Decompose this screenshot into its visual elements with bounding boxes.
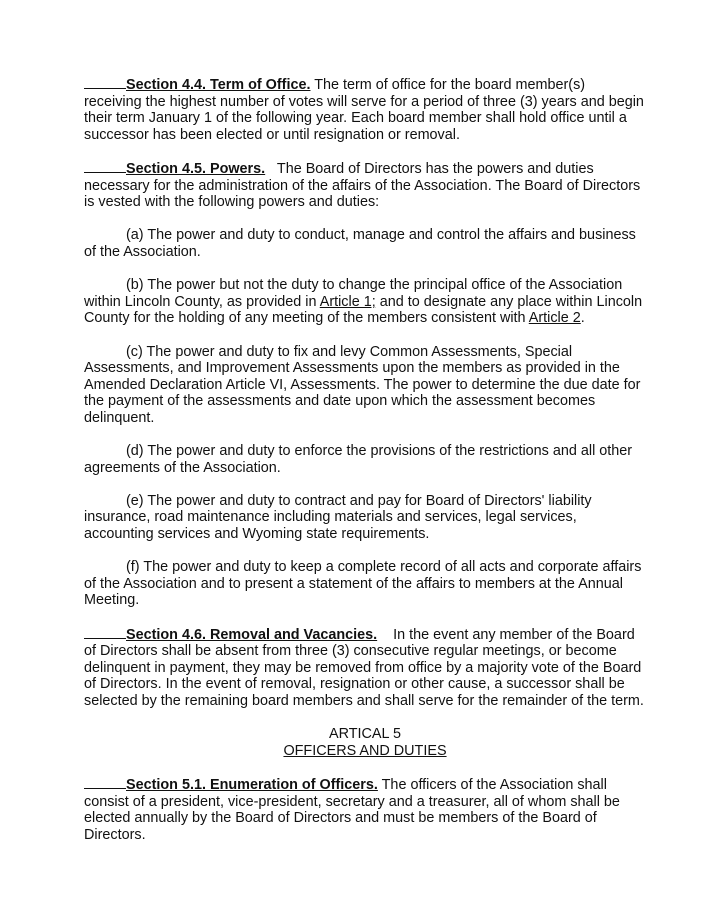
section-4-5-text: The Board of Directors has the powers and duties necessary for the administration of the affairs of the Association. The Board of Directors is vested with the following powers and duties:	[84, 160, 645, 211]
section-5-1	[84, 776, 646, 843]
item-b-text-3: .	[580, 310, 585, 327]
section-lead-line	[84, 776, 126, 789]
article-1-link: Article 1;	[319, 293, 376, 310]
item-f	[84, 559, 646, 609]
item-d	[84, 443, 646, 476]
item-d-text: (d) The power and duty to enforce the provisions of the restrictions and all other agreements of the Association.	[84, 443, 633, 476]
article-5-header	[84, 726, 646, 759]
item-b-text-1: (b) The power but not the duty to change the principal office of the Association within Lincoln County, as provided in	[84, 277, 623, 310]
item-c	[84, 344, 646, 427]
section-4-6-heading: Section 4.6. Removal and Vacancies.	[126, 626, 378, 643]
section-5-1-text: The officers of the Association shall consist of a president, vice-president, secretary and a treasurer, all of whom shall be elected annually by the Board of Directors and must be members of the Board of Directors.	[84, 776, 624, 843]
item-a	[84, 227, 646, 260]
article-5-title: OFFICERS AND DUTIES	[283, 742, 447, 759]
section-4-5	[84, 160, 646, 211]
item-f-text: (f) The power and duty to keep a complete record of all acts and corporate affairs of the Association and to present a statement of the affairs to members at the Annual Meeting.	[84, 559, 642, 609]
item-e-text: (e) The power and duty to contract and pay for Board of Directors' liability insurance, road maintenance including materials and services, legal services, accounting services and Wyoming state requirements.	[84, 492, 592, 543]
section-4-5-heading: Section 4.5. Powers.	[126, 160, 266, 177]
item-b-text-2: and to designate any place within Lincoln County for the holding of any meeting of the members consistent with	[84, 293, 643, 327]
section-5-1-heading: Section 5.1. Enumeration of Officers.	[126, 776, 378, 793]
section-lead-line	[84, 626, 126, 639]
section-4-4	[84, 76, 646, 143]
section-4-4-text: The term of office for the board member(s) receiving the highest number of votes will serve for a period of three (3) years and begin their term January 1 of the following year. Each board member shall hold office until a successor has been elected or until resignation or removal.	[84, 77, 648, 143]
section-4-6	[84, 626, 646, 710]
item-b	[84, 277, 646, 327]
document-page	[84, 76, 646, 860]
article-5-number: ARTICAL 5	[329, 726, 401, 743]
section-lead-line	[84, 76, 126, 89]
section-4-4-heading: Section 4.4. Term of Office.	[126, 77, 311, 93]
item-a-text: (a) The power and duty to conduct, manage and control the affairs and business of the Association.	[84, 227, 636, 260]
section-lead-line	[84, 160, 126, 173]
article-2-link: Article 2	[528, 310, 581, 327]
item-c-text: (c) The power and duty to fix and levy Common Assessments, Special Assessments, and Improvement Assessments upon the members as provided in the Amended Declaration Article VI, Assessments. The power to determine the due date for the payment of the assessments and date upon which the assessment becomes delinquent.	[84, 343, 641, 426]
item-e	[84, 493, 646, 543]
section-4-6-text: In the event any member of the Board of Directors shall be absent from three (3) consecutive regular meetings, or become delinquent in payment, they may be removed from office by a majority vote of the Board of Directors. In the event of removal, resignation or other cause, a successor shall be selected by the remaining board members and shall serve for the remainder of the term.	[84, 626, 646, 709]
